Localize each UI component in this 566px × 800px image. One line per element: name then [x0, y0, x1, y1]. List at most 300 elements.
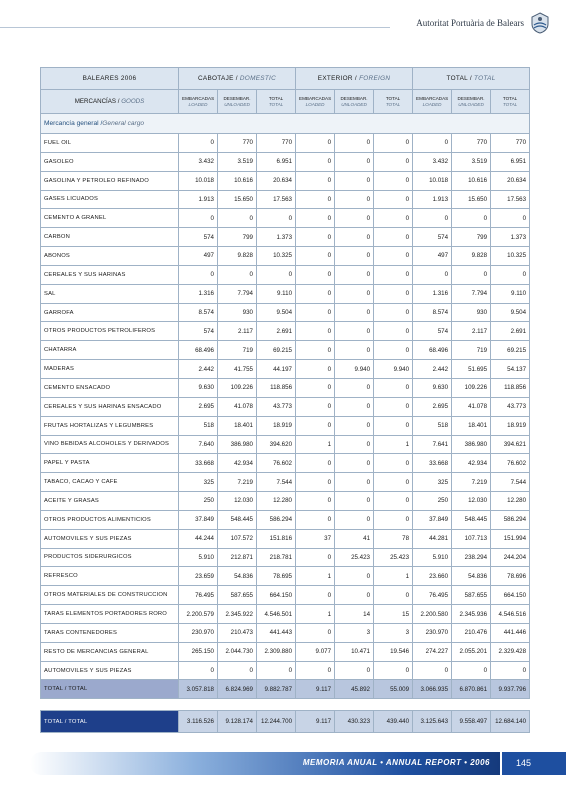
table-cell: 0 [335, 341, 374, 360]
table-cell: 37.849 [413, 510, 452, 529]
table-cell: 14 [335, 605, 374, 624]
table-cell: 0 [218, 265, 257, 284]
page-number: 145 [516, 758, 532, 768]
table-row [41, 378, 530, 397]
table-cell: 497 [179, 247, 218, 266]
table-header-subcolumns [41, 90, 530, 114]
table-cell: 0 [296, 228, 335, 247]
subcolumn-header [452, 90, 491, 114]
commodity-label: AUTOMOVILES Y SUS PIEZAS [41, 529, 179, 548]
table-cell: 0 [296, 152, 335, 171]
table-row [41, 529, 530, 548]
commodity-label: CEMENTO ENSACADO [41, 378, 179, 397]
table-cell: 719 [218, 341, 257, 360]
table-cell: 0 [335, 322, 374, 341]
commodity-label: MADERAS [41, 360, 179, 379]
table-cell: 0 [335, 492, 374, 511]
table-cell: 44.197 [257, 360, 296, 379]
table-row [41, 567, 530, 586]
table-cell: 1 [296, 567, 335, 586]
table-cell: 1 [296, 435, 335, 454]
grand-total-row [41, 711, 530, 733]
table-cell: 1 [374, 435, 413, 454]
subcolumn-header [335, 90, 374, 114]
table-cell: 0 [452, 209, 491, 228]
traffic-table [40, 67, 530, 733]
table-row [41, 228, 530, 247]
total-row-cell: 3.057.818 [179, 680, 218, 699]
table-cell: 0 [179, 209, 218, 228]
table-cell: 37.849 [179, 510, 218, 529]
table-cell: 10.018 [413, 171, 452, 190]
table-cell: 3.432 [179, 152, 218, 171]
table-cell: 244.204 [491, 548, 530, 567]
table-cell: 0 [335, 134, 374, 153]
table-cell: 0 [374, 661, 413, 680]
table-cell: 0 [413, 661, 452, 680]
table-cell: 1 [296, 605, 335, 624]
table-cell: 25.423 [335, 548, 374, 567]
table-cell: 1.913 [413, 190, 452, 209]
commodity-label: RESTO DE MERCANCIAS GENERAL [41, 642, 179, 661]
table-cell: 19.546 [374, 642, 413, 661]
table-cell: 15.650 [218, 190, 257, 209]
table-row [41, 435, 530, 454]
table-cell: 8.574 [413, 303, 452, 322]
table-cell: 0 [374, 284, 413, 303]
table-cell: 0 [335, 454, 374, 473]
table-cell: 0 [296, 247, 335, 266]
table-cell: 7.641 [413, 435, 452, 454]
table-cell: 1.373 [491, 228, 530, 247]
table-cell: 44.281 [413, 529, 452, 548]
subcolumn-label-en: LOADED [422, 101, 442, 107]
grand-total-row-cell: 12.244.700 [257, 711, 296, 733]
table-cell: 109.226 [452, 378, 491, 397]
table-cell: 238.294 [452, 548, 491, 567]
table-cell: 0 [296, 454, 335, 473]
table-cell: 0 [452, 661, 491, 680]
table-cell: 0 [491, 265, 530, 284]
page-number-box [500, 752, 566, 775]
table-row [41, 247, 530, 266]
table-cell: 0 [374, 152, 413, 171]
table-cell: 0 [491, 209, 530, 228]
table-cell: 586.294 [257, 510, 296, 529]
table-cell: 2.695 [413, 397, 452, 416]
table-cell: 0 [335, 510, 374, 529]
table-cell: 10.325 [257, 247, 296, 266]
commodity-label: TARAS ELEMENTOS PORTADORES RORO [41, 605, 179, 624]
table-cell: 265.150 [179, 642, 218, 661]
table-row [41, 473, 530, 492]
table-cell: 18.919 [491, 416, 530, 435]
table-cell: 0 [335, 152, 374, 171]
section-row-general-cargo [41, 114, 530, 134]
section-label: Mercancía general /General cargo [41, 114, 530, 134]
table-row [41, 303, 530, 322]
subcolumn-header [374, 90, 413, 114]
table-cell: 0 [218, 661, 257, 680]
table-cell: 0 [296, 397, 335, 416]
table-cell: 0 [374, 228, 413, 247]
table-cell: 151.994 [491, 529, 530, 548]
table-cell: 0 [296, 661, 335, 680]
table-cell: 0 [413, 134, 452, 153]
table-cell: 151.816 [257, 529, 296, 548]
table-cell: 42.934 [452, 454, 491, 473]
table-row [41, 454, 530, 473]
spacer-row [41, 699, 530, 711]
table-cell: 210.476 [452, 623, 491, 642]
table-cell: 2.044.730 [218, 642, 257, 661]
table-row [41, 360, 530, 379]
table-cell: 23.660 [413, 567, 452, 586]
table-cell: 0 [296, 623, 335, 642]
table-row [41, 661, 530, 680]
table-row [41, 416, 530, 435]
commodity-label: VINO BEBIDAS ALCOHOLES Y DERIVADOS [41, 435, 179, 454]
table-row [41, 642, 530, 661]
table-cell: 107.572 [218, 529, 257, 548]
table-cell: 10.325 [491, 247, 530, 266]
table-cell: 0 [335, 397, 374, 416]
table-cell: 250 [413, 492, 452, 511]
table-cell: 0 [218, 209, 257, 228]
table-cell: 68.496 [179, 341, 218, 360]
table-cell: 5.910 [413, 548, 452, 567]
table-cell: 43.773 [257, 397, 296, 416]
table-cell: 20.634 [491, 171, 530, 190]
table-cell: 107.713 [452, 529, 491, 548]
table-cell: 7.544 [257, 473, 296, 492]
table-cell: 9.828 [218, 247, 257, 266]
commodity-label: CEMENTO A GRANEL [41, 209, 179, 228]
table-cell: 0 [335, 378, 374, 397]
table-cell: 770 [218, 134, 257, 153]
subcolumn-header [179, 90, 218, 114]
table-cell: 78.696 [491, 567, 530, 586]
table-row [41, 586, 530, 605]
table-cell: 0 [296, 473, 335, 492]
table-cell: 41.755 [218, 360, 257, 379]
table-cell: 394.620 [257, 435, 296, 454]
table-cell: 664.150 [491, 586, 530, 605]
commodity-label: ACEITE Y GRASAS [41, 492, 179, 511]
table-cell: 10.616 [218, 171, 257, 190]
total-row-cell: 9.117 [296, 680, 335, 699]
table-cell: 12.280 [257, 492, 296, 511]
table-cell: 0 [374, 322, 413, 341]
table-cell: 0 [374, 378, 413, 397]
table-cell: 9.940 [374, 360, 413, 379]
table-cell: 574 [179, 322, 218, 341]
table-cell: 0 [413, 265, 452, 284]
table-cell: 325 [413, 473, 452, 492]
commodity-label: SAL [41, 284, 179, 303]
table-cell: 0 [296, 378, 335, 397]
traffic-table-container [40, 67, 530, 733]
table-cell: 0 [257, 265, 296, 284]
table-cell: 441.446 [491, 623, 530, 642]
table-cell: 0 [335, 473, 374, 492]
total-row-cell: 9.882.787 [257, 680, 296, 699]
subcolumn-label-es: TOTAL [502, 96, 518, 101]
table-cell: 68.496 [413, 341, 452, 360]
table-cell: 7.794 [452, 284, 491, 303]
subcolumn-label-en: UNLOADED [341, 101, 367, 107]
table-cell: 0 [335, 247, 374, 266]
table-cell: 0 [296, 134, 335, 153]
grand-total-row-cell: 9.117 [296, 711, 335, 733]
grand-total-row-cell: 3.125.643 [413, 711, 452, 733]
table-cell: 3 [335, 623, 374, 642]
table-cell: 930 [452, 303, 491, 322]
table-cell: 118.856 [491, 378, 530, 397]
table-row [41, 265, 530, 284]
table-cell: 118.856 [257, 378, 296, 397]
table-cell: 6.951 [491, 152, 530, 171]
commodity-label: PRODUCTOS SIDERURGICOS [41, 548, 179, 567]
grand-total-row-cell: 3.116.526 [179, 711, 218, 733]
table-cell: 0 [335, 435, 374, 454]
table-cell: 574 [179, 228, 218, 247]
table-cell: 0 [296, 303, 335, 322]
table-cell: 770 [491, 134, 530, 153]
total-row [41, 680, 530, 699]
table-cell: 3.519 [452, 152, 491, 171]
table-row [41, 284, 530, 303]
table-cell: 0 [374, 341, 413, 360]
subcolumn-header [218, 90, 257, 114]
table-cell: 78.695 [257, 567, 296, 586]
table-cell: 0 [452, 265, 491, 284]
grand-total-row-cell: 430.323 [335, 711, 374, 733]
table-cell: 33.668 [179, 454, 218, 473]
table-cell: 3 [374, 623, 413, 642]
table-cell: 0 [296, 492, 335, 511]
total-row-label: TOTAL / TOTAL [41, 680, 179, 699]
commodity-label: GASOLINA Y PETROLEO REFINADO [41, 171, 179, 190]
table-cell: 17.563 [257, 190, 296, 209]
subcolumn-label-es: DESEMBAR. [457, 96, 485, 101]
table-cell: 0 [296, 284, 335, 303]
table-row [41, 190, 530, 209]
table-cell: 2.200.580 [413, 605, 452, 624]
table-title: BALEARES 2006 [41, 68, 179, 90]
table-cell: 0 [374, 265, 413, 284]
table-row [41, 397, 530, 416]
table-cell: 1 [374, 567, 413, 586]
table-cell: 548.445 [218, 510, 257, 529]
commodity-label: GARROFA [41, 303, 179, 322]
table-cell: 210.473 [218, 623, 257, 642]
total-row-cell: 3.066.935 [413, 680, 452, 699]
table-cell: 0 [335, 190, 374, 209]
table-cell: 0 [335, 209, 374, 228]
table-cell: 76.495 [413, 586, 452, 605]
table-cell: 0 [335, 586, 374, 605]
header-organization: Autoritat Portuària de Balears [416, 18, 524, 28]
table-cell: 0 [374, 492, 413, 511]
table-cell: 0 [374, 397, 413, 416]
table-cell: 3.432 [413, 152, 452, 171]
subcolumn-header [413, 90, 452, 114]
table-cell: 0 [374, 473, 413, 492]
table-row [41, 209, 530, 228]
table-cell: 2.309.880 [257, 642, 296, 661]
spacer-cell [41, 699, 530, 711]
table-cell: 0 [335, 416, 374, 435]
table-cell: 548.445 [452, 510, 491, 529]
table-cell: 17.563 [491, 190, 530, 209]
goods-column-header: MERCANCÍAS / GOODS [41, 90, 179, 114]
table-cell: 43.773 [491, 397, 530, 416]
table-cell: 51.695 [452, 360, 491, 379]
subcolumn-label-es: EMBARCADAS [182, 96, 215, 101]
subcolumn-header [257, 90, 296, 114]
subcolumn-label-es: TOTAL [268, 96, 284, 101]
commodity-label: OTROS PRODUCTOS ALIMENTICIOS [41, 510, 179, 529]
table-cell: 770 [257, 134, 296, 153]
table-cell: 76.602 [491, 454, 530, 473]
table-cell: 0 [296, 360, 335, 379]
table-cell: 12.280 [491, 492, 530, 511]
table-cell: 18.919 [257, 416, 296, 435]
table-cell: 0 [179, 134, 218, 153]
table-cell: 7.794 [218, 284, 257, 303]
table-cell: 0 [296, 322, 335, 341]
table-cell: 0 [374, 209, 413, 228]
commodity-label: CARBON [41, 228, 179, 247]
table-cell: 0 [413, 209, 452, 228]
table-cell: 5.910 [179, 548, 218, 567]
table-row [41, 510, 530, 529]
table-cell: 518 [413, 416, 452, 435]
table-cell: 0 [296, 209, 335, 228]
table-header-groups [41, 68, 530, 90]
table-cell: 441.443 [257, 623, 296, 642]
table-cell: 230.970 [179, 623, 218, 642]
table-cell: 23.659 [179, 567, 218, 586]
commodity-label: PAPEL Y PASTA [41, 454, 179, 473]
commodity-label: OTROS MATERIALES DE CONSTRUCCION [41, 586, 179, 605]
table-cell: 274.227 [413, 642, 452, 661]
subcolumn-label-en: TOTAL [268, 101, 284, 107]
table-cell: 325 [179, 473, 218, 492]
subcolumn-label-es: TOTAL [385, 96, 401, 101]
total-row-cell: 55.009 [374, 680, 413, 699]
table-cell: 518 [179, 416, 218, 435]
commodity-label: TARAS CONTENEDORES [41, 623, 179, 642]
table-cell: 0 [374, 190, 413, 209]
table-cell: 664.150 [257, 586, 296, 605]
table-cell: 12.030 [218, 492, 257, 511]
table-cell: 0 [335, 265, 374, 284]
table-cell: 0 [296, 586, 335, 605]
table-cell: 212.871 [218, 548, 257, 567]
table-cell: 9.110 [257, 284, 296, 303]
commodity-label: AUTOMOVILES Y SUS PIEZAS [41, 661, 179, 680]
grand-total-row-label: TOTAL / TOTAL [41, 711, 179, 733]
table-row [41, 341, 530, 360]
commodity-label: REFRESCO [41, 567, 179, 586]
table-cell: 8.574 [179, 303, 218, 322]
table-cell: 0 [296, 510, 335, 529]
table-cell: 78 [374, 529, 413, 548]
table-cell: 1.316 [413, 284, 452, 303]
table-cell: 1.373 [257, 228, 296, 247]
table-cell: 3.519 [218, 152, 257, 171]
table-cell: 41 [335, 529, 374, 548]
table-cell: 2.691 [257, 322, 296, 341]
table-cell: 9.110 [491, 284, 530, 303]
table-cell: 0 [296, 341, 335, 360]
table-cell: 0 [335, 228, 374, 247]
table-cell: 250 [179, 492, 218, 511]
table-cell: 18.401 [452, 416, 491, 435]
table-cell: 2.695 [179, 397, 218, 416]
subcolumn-label-es: DESEMBAR. [340, 96, 368, 101]
grand-total-row-cell: 12.684.140 [491, 711, 530, 733]
subcolumn-header [296, 90, 335, 114]
table-cell: 386.980 [218, 435, 257, 454]
table-cell: 20.634 [257, 171, 296, 190]
table-cell: 2.055.201 [452, 642, 491, 661]
table-cell: 54.836 [452, 567, 491, 586]
table-cell: 0 [296, 265, 335, 284]
table-cell: 37 [296, 529, 335, 548]
table-cell: 0 [179, 265, 218, 284]
table-cell: 0 [491, 661, 530, 680]
table-cell: 41.078 [452, 397, 491, 416]
table-cell: 0 [179, 661, 218, 680]
table-cell: 497 [413, 247, 452, 266]
table-cell: 2.345.922 [218, 605, 257, 624]
table-cell: 2.200.579 [179, 605, 218, 624]
table-cell: 109.226 [218, 378, 257, 397]
table-cell: 587.655 [452, 586, 491, 605]
table-cell: 574 [413, 322, 452, 341]
table-cell: 218.781 [257, 548, 296, 567]
table-cell: 0 [296, 416, 335, 435]
table-row [41, 134, 530, 153]
table-cell: 587.655 [218, 586, 257, 605]
group-header-domestic: CABOTAJE / DOMESTIC [179, 68, 296, 90]
table-cell: 7.640 [179, 435, 218, 454]
table-cell: 15 [374, 605, 413, 624]
table-cell: 0 [335, 284, 374, 303]
table-cell: 76.602 [257, 454, 296, 473]
table-cell: 2.442 [179, 360, 218, 379]
page-header [0, 0, 566, 40]
table-cell: 394.621 [491, 435, 530, 454]
subcolumn-label-en: LOADED [305, 101, 325, 107]
table-cell: 574 [413, 228, 452, 247]
table-row [41, 171, 530, 190]
subcolumn-label-es: EMBARCADAS [299, 96, 332, 101]
table-cell: 0 [374, 416, 413, 435]
table-cell: 76.495 [179, 586, 218, 605]
table-cell: 0 [257, 209, 296, 228]
grand-total-row-cell: 9.128.174 [218, 711, 257, 733]
table-cell: 9.504 [257, 303, 296, 322]
table-cell: 6.951 [257, 152, 296, 171]
subcolumn-header [491, 90, 530, 114]
table-cell: 0 [335, 661, 374, 680]
subcolumn-label-en: TOTAL [385, 101, 401, 107]
table-cell: 230.970 [413, 623, 452, 642]
